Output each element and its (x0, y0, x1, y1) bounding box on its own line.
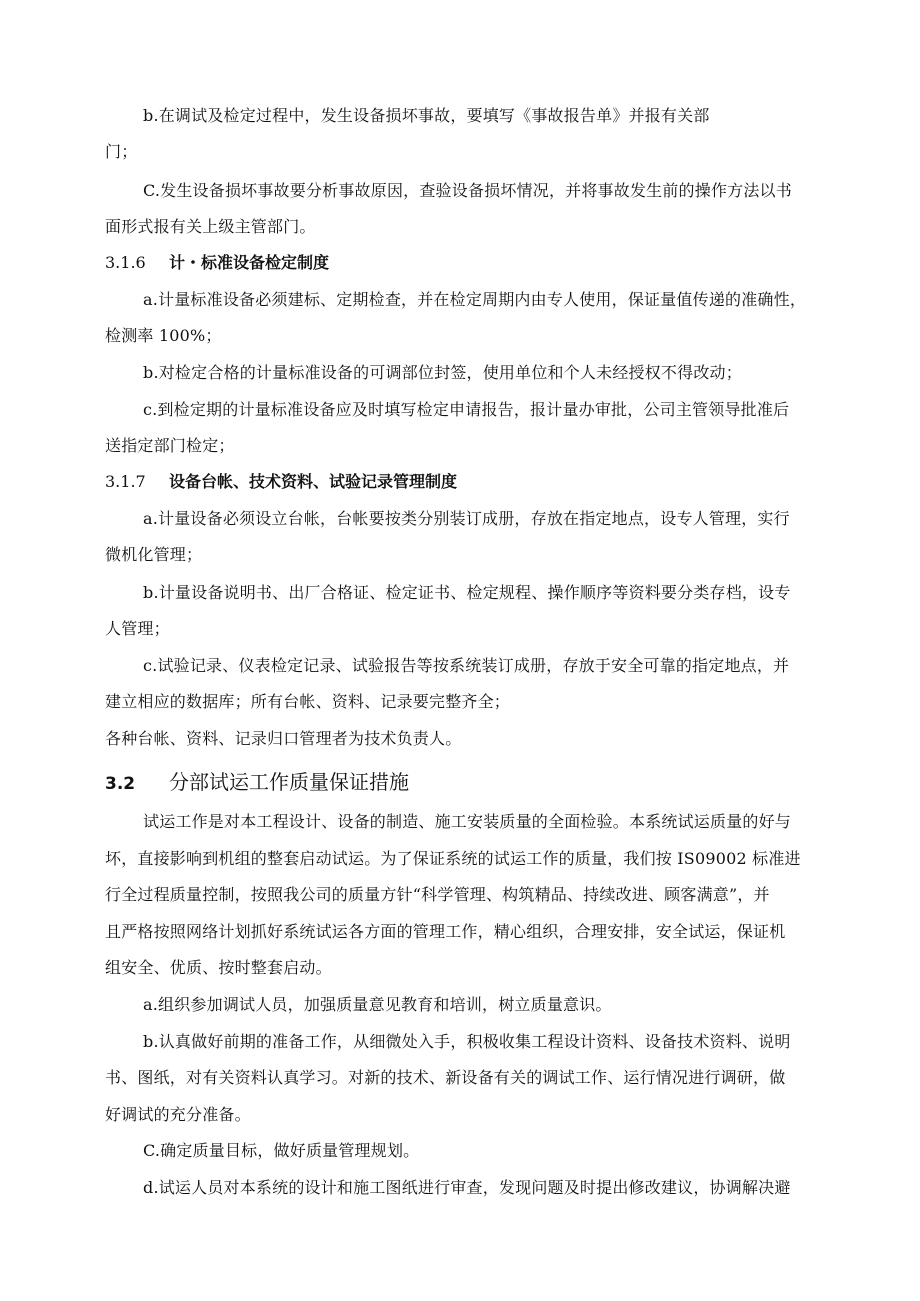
paragraph-line: 门； (105, 142, 138, 161)
paragraph-line: 送指定部门检定； (105, 436, 235, 455)
paragraph-line: 行全过程质量控制，按照我公司的质量方针“科学管理、构筑精品、持续改进、顾客满意”，并 (105, 885, 770, 904)
section-title: 设备台帐、技术资料、试验记录管理制度 (169, 472, 458, 491)
paragraph-line: c.到检定期的计量标准设备应及时填写检定申请报告，报计量办审批，公司主管领导批准后 (143, 400, 790, 419)
paragraph-line: 微机化管理； (105, 545, 203, 564)
paragraph-line: 人管理； (105, 619, 170, 638)
paragraph-line: 建立相应的数据库；所有台帐、资料、记录要完整齐全； (105, 692, 511, 711)
paragraph-line: 检测率 100%； (105, 326, 222, 345)
paragraph-line: b.计量设备说明书、出厂合格证、检定证书、检定规程、操作顺序等资料要分类存档，设专 (143, 583, 791, 602)
paragraph-line: b.认真做好前期的准备工作，从细微处入手，积极收集工程设计资料、设备技术资料、说明 (143, 1032, 791, 1051)
paragraph-line: 坏，直接影响到机组的整套启动试运。为了保证系统的试运工作的质量，我们按 IS09002 标准进 (105, 849, 801, 868)
paragraph-line: 各种台帐、资料、记录归口管理者为技术负责人。 (105, 729, 462, 748)
paragraph-line: a.组织参加调试人员，加强质量意见教育和培训，树立质量意识。 (143, 995, 612, 1014)
paragraph-line: C.确定质量目标，做好质量管理规划。 (143, 1141, 420, 1160)
paragraph-line: c.试验记录、仪表检定记录、试验报告等按系统装订成册，存放于安全可靠的指定地点，并 (143, 656, 790, 675)
section-number: 3.2 (105, 774, 136, 794)
section-heading-3-1-7 (105, 472, 457, 492)
paragraph-line: 面形式报有关上级主管部门。 (105, 217, 316, 236)
paragraph-line: 好调试的充分准备。 (105, 1105, 251, 1124)
paragraph-line: a.计量标准设备必须建标、定期检查，并在检定周期内由专人使用，保证量值传递的准确性， (143, 290, 807, 309)
section-number: 3.1.6 (105, 253, 146, 272)
section-heading-3-2 (105, 770, 409, 796)
paragraph-line: a.计量设备必须设立台帐，台帐要按类分别装订成册，存放在指定地点，设专人管理，实行 (143, 509, 790, 528)
paragraph-line: 书、图纸，对有关资料认真学习。对新的技术、新设备有关的调试工作、运行情况进行调研，做 (105, 1068, 786, 1087)
section-heading-3-1-6 (105, 253, 329, 273)
paragraph-line: 且严格按照网络计划抓好系统试运各方面的管理工作，精心组织，合理安排，安全试运，保证机 (105, 922, 786, 941)
paragraph-line: b.在调试及检定过程中，发生设备损坏事故，要填写《事故报告单》并报有关部 (143, 106, 710, 125)
paragraph-line: 组安全、优质、按时整套启动。 (105, 958, 332, 977)
paragraph-line: 试运工作是对本工程设计、设备的制造、施工安装质量的全面检验。本系统试运质量的好与 (143, 812, 792, 831)
section-title: 计・标准设备检定制度 (169, 253, 330, 272)
paragraph-line: C.发生设备损坏事故要分析事故原因，查验设备损坏情况，并将事故发生前的操作方法以书 (143, 181, 792, 200)
paragraph-line: d.试运人员对本系统的设计和施工图纸进行审查，发现问题及时提出修改建议，协调解决避 (143, 1178, 791, 1197)
section-number: 3.1.7 (105, 472, 146, 491)
section-title: 分部试运工作质量保证措施 (169, 770, 409, 794)
paragraph-line: b.对检定合格的计量标准设备的可调部位封签，使用单位和个人未经授权不得改动； (143, 363, 742, 382)
